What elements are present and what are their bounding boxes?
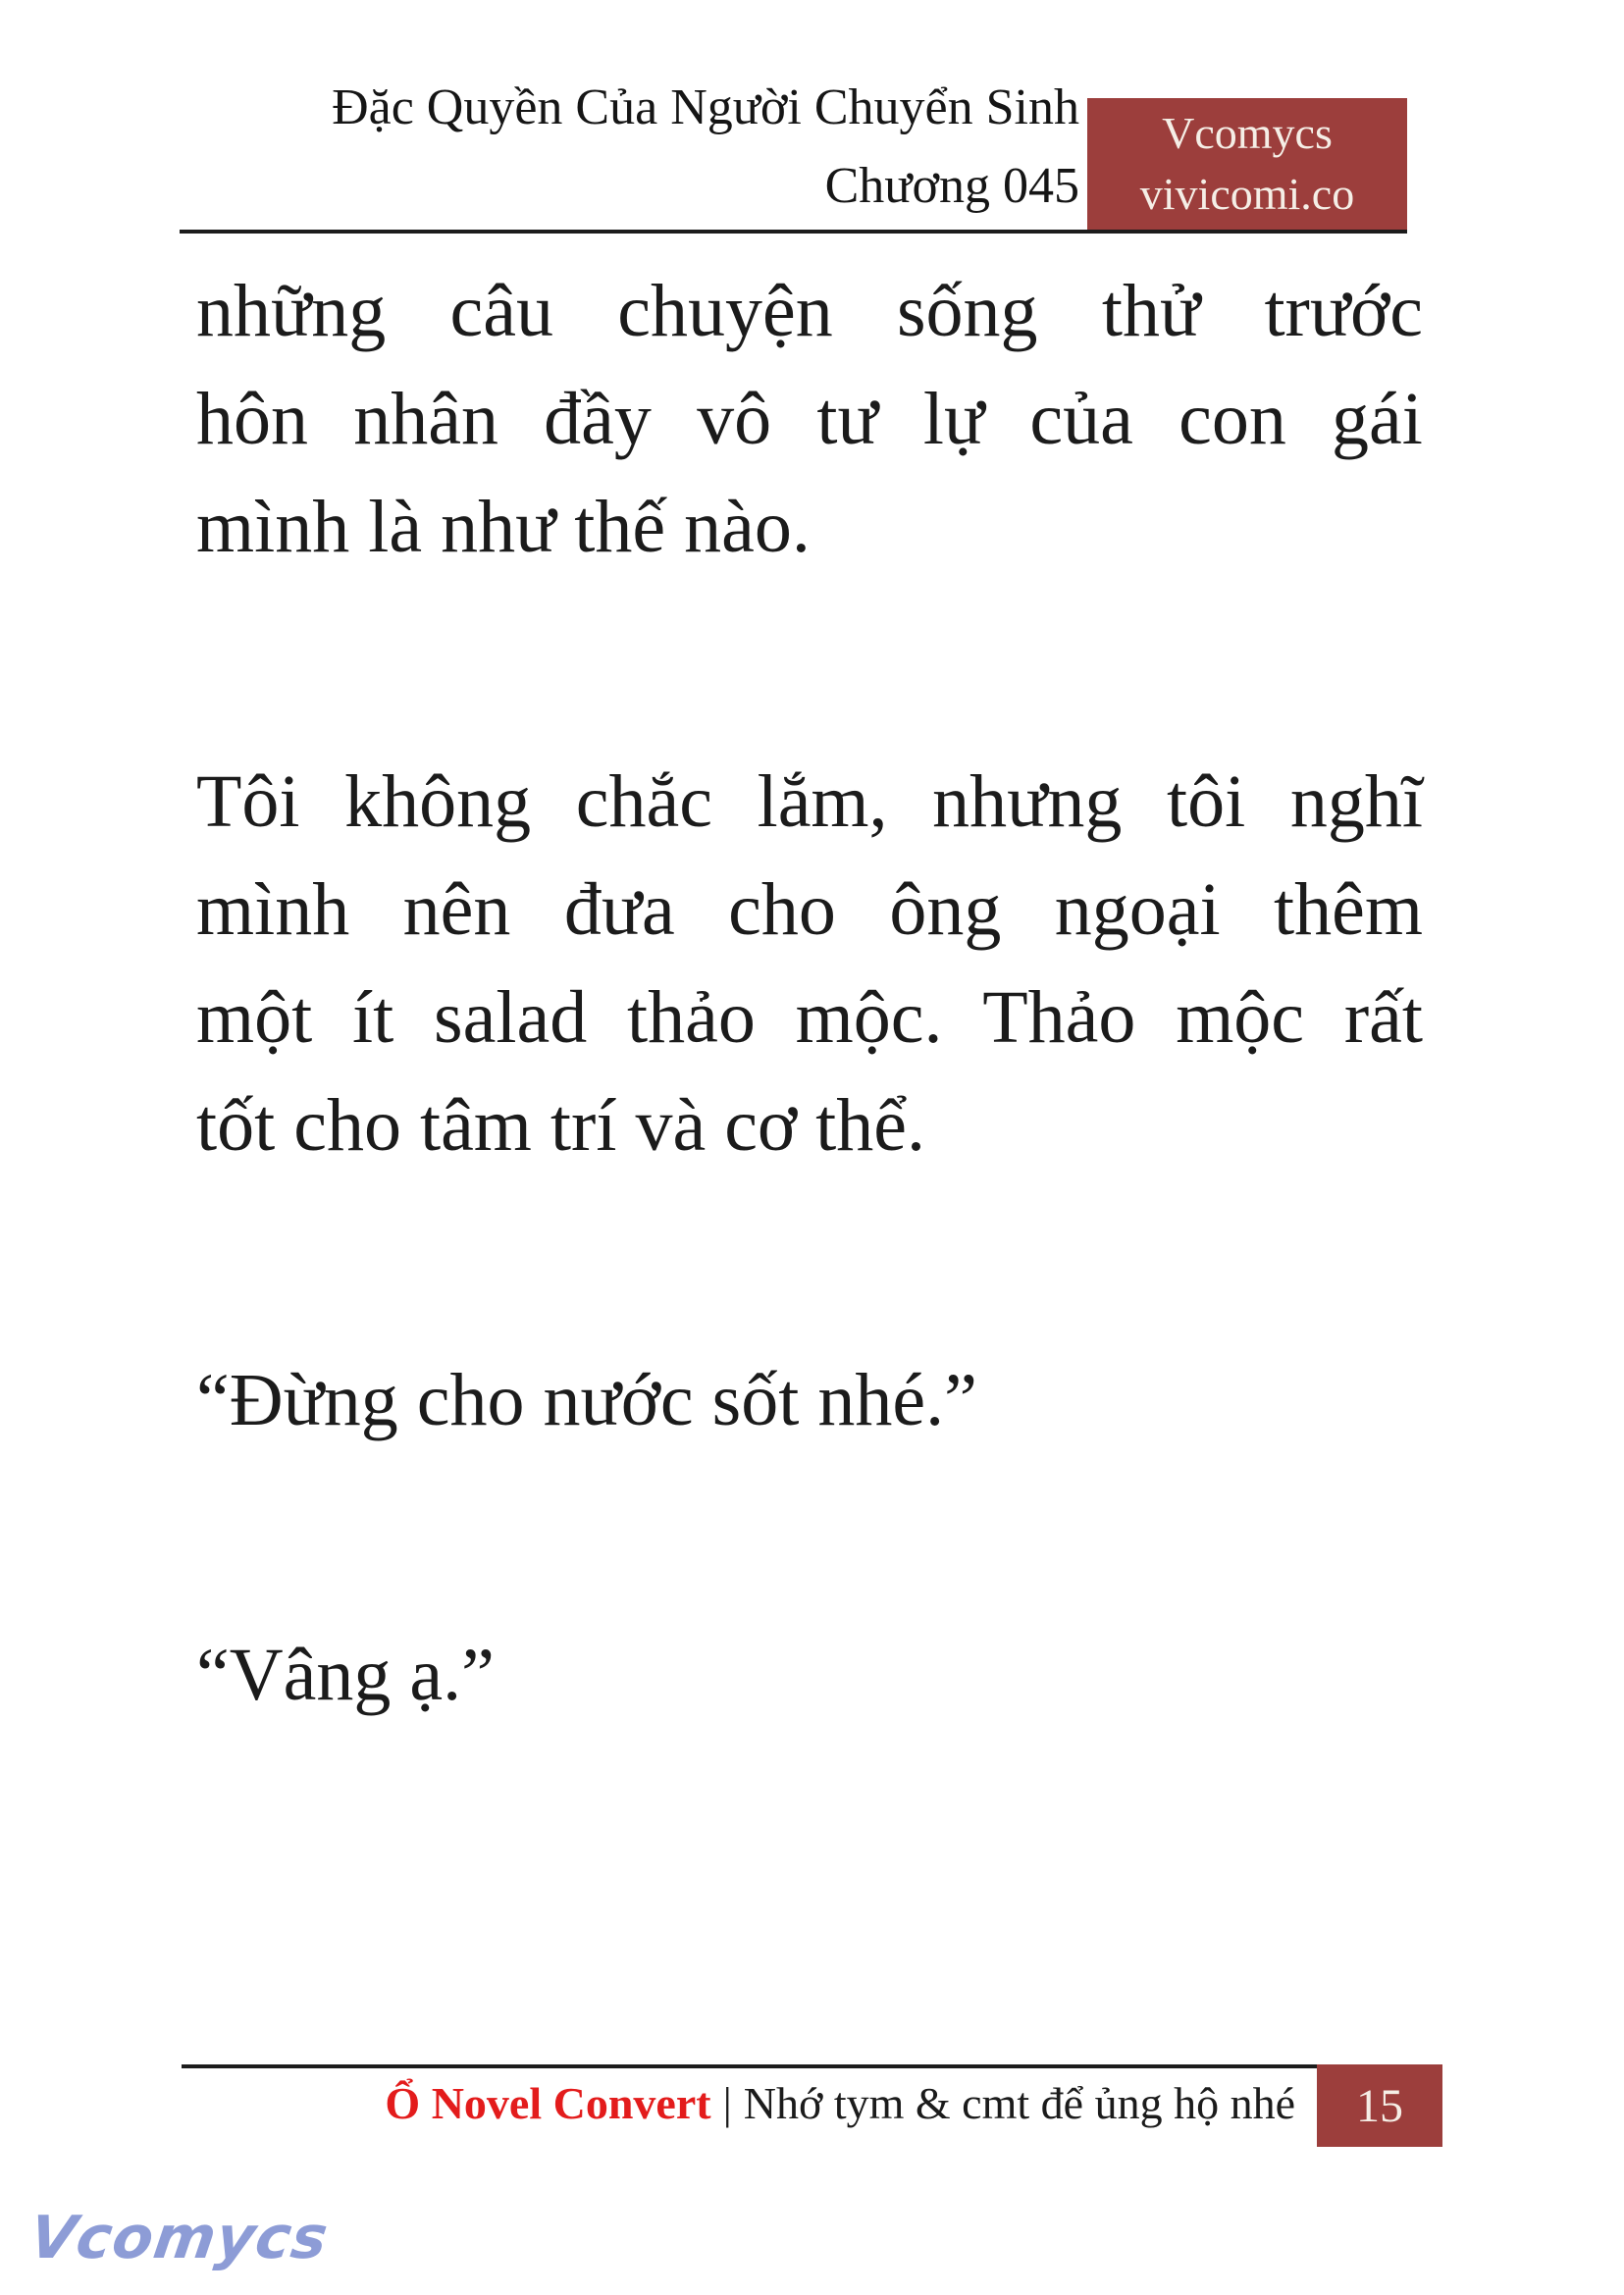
header-divider-line bbox=[180, 230, 1407, 234]
word: đầy bbox=[544, 378, 652, 460]
word: ít bbox=[352, 976, 394, 1059]
word: con bbox=[1179, 378, 1286, 460]
word: đưa bbox=[563, 868, 675, 951]
word: thêm bbox=[1274, 868, 1423, 951]
word: trước bbox=[1264, 270, 1423, 352]
footer-note: Nhớ tym & cmt để ủng hộ nhé bbox=[743, 2078, 1295, 2128]
word: lắm, bbox=[757, 760, 888, 843]
word: thảo bbox=[626, 976, 756, 1059]
page-number: 15 bbox=[1356, 2079, 1403, 2132]
brand-name: Vcomycs bbox=[1162, 108, 1333, 158]
text-line: “Vâng ạ.” bbox=[196, 1634, 495, 1716]
text-line bbox=[196, 964, 1423, 1071]
word: salad bbox=[434, 976, 588, 1059]
chapter-number: Chương 045 bbox=[824, 158, 1079, 214]
word: lự bbox=[922, 378, 985, 460]
paragraph bbox=[196, 257, 1423, 581]
text-line bbox=[196, 748, 1423, 856]
word: cho bbox=[728, 868, 836, 951]
word: chuyện bbox=[617, 270, 833, 352]
word: những bbox=[196, 270, 387, 352]
word: mộc bbox=[1176, 976, 1305, 1059]
word: ông bbox=[889, 868, 1002, 951]
word: câu bbox=[449, 270, 553, 352]
word: Tôi bbox=[196, 760, 300, 843]
word: vô bbox=[697, 378, 772, 460]
paragraph bbox=[196, 1621, 1423, 1729]
brand-site: vivicomi.co bbox=[1139, 169, 1355, 219]
word: nghĩ bbox=[1289, 760, 1423, 843]
footer-divider-line bbox=[182, 2064, 1317, 2068]
paragraph bbox=[196, 748, 1423, 1179]
word: hôn bbox=[196, 378, 308, 460]
text-line bbox=[196, 856, 1423, 964]
footer-credit: Ổ Novel Convert bbox=[385, 2078, 711, 2128]
word: gái bbox=[1332, 378, 1423, 460]
word: ngoại bbox=[1054, 868, 1221, 951]
page-number-badge bbox=[1317, 2064, 1442, 2147]
series-title: Đặc Quyền Của Người Chuyển Sinh bbox=[332, 79, 1079, 135]
word: chắc bbox=[575, 760, 712, 843]
vcomycs-logo: Vcomycs bbox=[26, 2204, 333, 2272]
paragraph bbox=[196, 1346, 1423, 1454]
footer-text bbox=[182, 2072, 1295, 2135]
text-line: “Đừng cho nước sốt nhé.” bbox=[196, 1359, 977, 1441]
body-text bbox=[196, 257, 1423, 1729]
word: tôi bbox=[1166, 760, 1246, 843]
word: thử bbox=[1101, 270, 1201, 352]
text-line bbox=[196, 257, 1423, 365]
page-header-title bbox=[0, 69, 1079, 226]
word: nên bbox=[402, 868, 511, 951]
word: Thảo bbox=[982, 976, 1136, 1059]
word: mộc. bbox=[795, 976, 943, 1059]
word: mình bbox=[196, 868, 350, 951]
word: nhân bbox=[353, 378, 498, 460]
text-line: mình là như thế nào. bbox=[196, 486, 811, 568]
word: tư bbox=[816, 378, 878, 460]
word: sống bbox=[896, 270, 1038, 352]
word: của bbox=[1029, 378, 1133, 460]
word: không bbox=[344, 760, 532, 843]
text-line: tốt cho tâm trí và cơ thể. bbox=[196, 1084, 925, 1167]
footer-separator: | bbox=[722, 2078, 732, 2128]
word: nhưng bbox=[932, 760, 1123, 843]
text-line bbox=[196, 365, 1423, 473]
word: rất bbox=[1343, 976, 1423, 1059]
brand-watermark-box bbox=[1087, 98, 1407, 230]
word: một bbox=[196, 976, 313, 1059]
